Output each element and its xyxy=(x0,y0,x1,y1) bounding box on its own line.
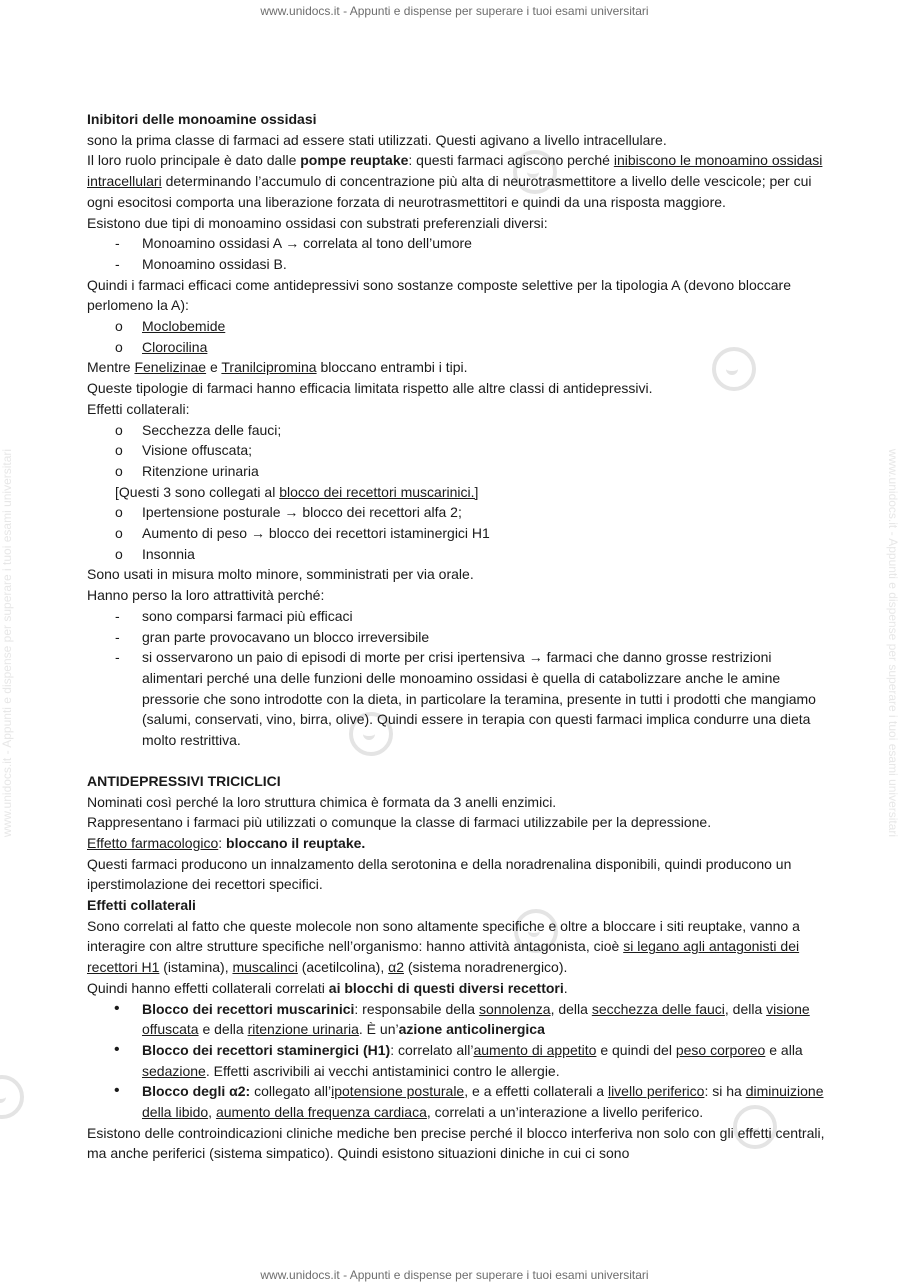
paragraph: Il loro ruolo principale è dato dalle pompe reuptake: questi farmaci agiscono perché inibiscono le monoamino ossidasi intracellulari determinando l’accumulo di concentrazione più alta di neurotrasmettitore a livello delle vescicole; per cui ogni esocitosi comporta una liberazione forzata di neurotrasmettitori e quindi da una risposta maggiore. xyxy=(87,152,823,210)
list-item: • Blocco dei recettori muscarinici: responsabile della sonnolenza, della secchezza delle fauci, della visione offuscata e della ritenzione urinaria. È un’azione anticolinergica xyxy=(114,999,810,1038)
paragraph: Effetti collaterali: xyxy=(87,400,190,417)
list-item: • Blocco dei recettori staminergici (H1): correlato all’aumento di appetito e quindi del peso corporeo e alla sedazione. Effetti ascrivibili ai vecchi antistaminici contro le allergie. xyxy=(114,1040,803,1079)
paragraph: Hanno perso la loro attrattività perché: xyxy=(87,587,325,604)
document-body xyxy=(87,109,827,1164)
list-item: - sono comparsi farmaci più efficaci xyxy=(115,607,353,624)
paragraph: Quindi i farmaci efficaci come antidepressivi sono sostanze composte selettive per la tipologia A (devono bloccare perlomeno la A): xyxy=(87,276,792,314)
list-item: o Insonnia xyxy=(115,545,195,562)
paragraph: Effetto farmacologico: bloccano il reuptake. xyxy=(87,834,366,851)
paragraph: Sono usati in misura molto minore, somministrati per via orale. xyxy=(87,566,474,583)
list-item: o Moclobemide xyxy=(115,318,226,335)
paragraph: Quindi hanno effetti collaterali correlati ai blocchi di questi diversi recettori. xyxy=(87,979,568,996)
section-title-imao: Inibitori delle monoamine ossidasi xyxy=(87,111,317,127)
list-item: o Aumento di peso → blocco dei recettori istaminergici H1 xyxy=(115,525,490,542)
paragraph: Esistono due tipi di monoamino ossidasi con substrati preferenziali diversi: xyxy=(87,214,548,231)
list-item: - gran parte provocavano un blocco irreversibile xyxy=(115,628,430,645)
mao-types-list xyxy=(87,233,827,274)
paragraph: sono la prima classe di farmaci ad essere stati utilizzati. Questi agivano a livello intracellulare. xyxy=(87,131,667,148)
watermark-logo-icon xyxy=(0,1075,24,1119)
bracket-note: [Questi 3 sono collegati al blocco dei recettori muscarinici.] xyxy=(115,483,479,500)
paragraph: Questi farmaci producono un innalzamento della serotonina e della noradrenalina disponibili, quindi producono un iperstimolazione dei recettori specifici. xyxy=(87,855,792,893)
page-header: www.unidocs.it - Appunti e dispense per superare i tuoi esami universitari xyxy=(260,4,649,18)
list-item: o Ritenzione urinaria xyxy=(115,462,259,479)
paragraph: Nominati così perché la loro struttura chimica è formata da 3 anelli enzimici. xyxy=(87,793,557,810)
watermark-left: www.unidocs.it - Appunti e dispense per superare i tuoi esami universitari xyxy=(0,448,14,838)
paragraph: Sono correlati al fatto che queste molecole non sono altamente specifiche e oltre a bloccare i siti reuptake, vanno a interagire con altre strutture specifiche nell’organismo: hanno attività antagonista, cioè si legano agli antagonisti dei recettori H1 (istamina), muscalinci (acetilcolina), α2 (sistema noradrenergico). xyxy=(87,917,800,976)
list-item: o Clorocilina xyxy=(115,338,208,355)
side-effects-list xyxy=(87,420,827,482)
side-effects-list-2 xyxy=(87,502,827,564)
subsection-title: Effetti collaterali xyxy=(87,897,196,914)
list-item: - Monoamino ossidasi B. xyxy=(115,255,287,272)
paragraph: Queste tipologie di farmaci hanno efficacia limitata rispetto alle altre classi di antidepressivi. xyxy=(87,380,653,397)
reasons-list xyxy=(87,606,827,751)
paragraph: Mentre Fenelizinae e Tranilcipromina bloccano entrambi i tipi. xyxy=(87,359,468,376)
list-item: o Ipertensione posturale → blocco dei recettori alfa 2; xyxy=(115,504,462,521)
paragraph: Esistono delle controindicazioni cliniche mediche ben precise perché il blocco interferiva non solo con gli effetti centrali, ma anche periferici (sistema simpatico). Quindi esistono situazioni diniche in cui ci sono xyxy=(87,1124,825,1162)
drug-list xyxy=(87,316,827,357)
list-item: o Visione offuscata; xyxy=(115,442,253,459)
section-title-tricyclic: ANTIDEPRESSIVI TRICICLICI xyxy=(87,772,281,789)
list-item: • Blocco degli α2: collegato all’ipotensione posturale, e a effetti collaterali a livello periferico: si ha diminuizione della libido, aumento della frequenza cardiaca, correlati a un’interazione a livello periferico. xyxy=(114,1082,824,1121)
list-item: o Secchezza delle fauci; xyxy=(115,421,282,438)
watermark-right: www.unidocs.it - Appunti e dispense per superare i tuoi esami universitari xyxy=(886,448,900,838)
page-footer: www.unidocs.it - Appunti e dispense per superare i tuoi esami universitari xyxy=(260,1268,649,1282)
receptor-block-list xyxy=(87,999,827,1123)
list-item: - Monoamino ossidasi A → correlata al tono dell’umore xyxy=(115,235,472,252)
list-item: - si osservarono un paio di episodi di morte per crisi ipertensiva → farmaci che danno grosse restrizioni alimentari perché una delle funzioni delle monoamino ossidasi è quella di catabolizzare anche le amine pressorie che sono introdotte con la dieta, in particolare la teramina, presente in tutti i prodotti che mangiamo (salumi, conservati, vino, birra, olive). Quindi essere in terapia con questi farmaci implica condurre una dieta molto restrittiva. xyxy=(115,649,816,749)
paragraph: Rappresentano i farmaci più utilizzati o comunque la classe di farmaci utilizzabile per la depressione. xyxy=(87,814,712,831)
